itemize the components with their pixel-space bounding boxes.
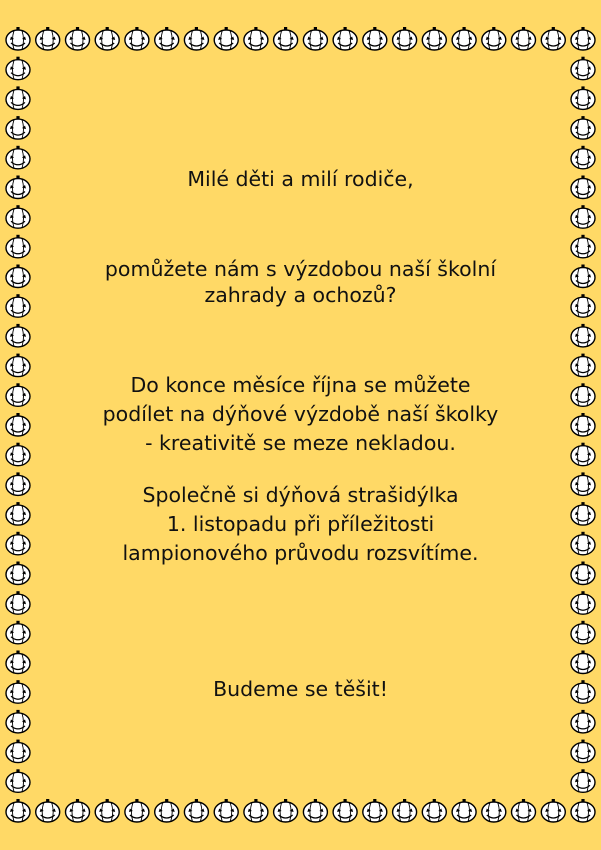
jack-o-lantern-icon [6,294,30,317]
invitation-line-3: - kreativitě se meze nekladou. [145,431,456,455]
jack-o-lantern-icon [571,532,595,555]
jack-o-lantern-icon [571,502,595,525]
jack-o-lantern-icon [571,651,595,674]
jack-o-lantern-icon [571,57,595,80]
jack-o-lantern-icon [6,710,30,733]
jack-o-lantern-icon [36,27,60,50]
jack-o-lantern-icon [571,413,595,436]
event-line-2: 1. listopadu při příležitosti [166,512,435,536]
jack-o-lantern-icon [6,799,30,822]
jack-o-lantern-icon [6,354,30,377]
jack-o-lantern-icon [6,265,30,288]
jack-o-lantern-icon [6,86,30,109]
greeting-text: Milé děti a milí rodiče, [187,167,414,191]
jack-o-lantern-icon [541,27,565,50]
jack-o-lantern-icon [571,265,595,288]
jack-o-lantern-icon [571,235,595,258]
jack-o-lantern-icon [6,146,30,169]
jack-o-lantern-icon [6,383,30,406]
jack-o-lantern-icon [571,383,595,406]
jack-o-lantern-icon [541,799,565,822]
jack-o-lantern-icon [6,502,30,525]
jack-o-lantern-icon [571,205,595,228]
invitation-line-2: podílet na dýňové výzdobě naší školky [102,402,499,426]
jack-o-lantern-icon [571,86,595,109]
jack-o-lantern-icon [6,769,30,792]
jack-o-lantern-icon [6,740,30,763]
flyer-content [60,0,541,850]
jack-o-lantern-icon [571,324,595,347]
jack-o-lantern-icon [6,176,30,199]
jack-o-lantern-icon [571,294,595,317]
invitation-line-1: Do konce měsíce října se můžete [130,373,471,397]
jack-o-lantern-icon [571,562,595,585]
jack-o-lantern-icon [571,116,595,139]
jack-o-lantern-icon [571,443,595,466]
question-line-1: pomůžete nám s výzdobou naší školní [104,257,497,281]
jack-o-lantern-icon [6,532,30,555]
jack-o-lantern-icon [571,146,595,169]
jack-o-lantern-icon [571,27,595,50]
jack-o-lantern-icon [6,235,30,258]
jack-o-lantern-icon [571,354,595,377]
jack-o-lantern-icon [571,591,595,614]
jack-o-lantern-icon [6,205,30,228]
jack-o-lantern-icon [36,799,60,822]
jack-o-lantern-icon [6,621,30,644]
jack-o-lantern-icon [571,621,595,644]
jack-o-lantern-icon [6,591,30,614]
jack-o-lantern-icon [571,740,595,763]
jack-o-lantern-icon [6,116,30,139]
question-line-2: zahrady a ochozů? [204,283,397,307]
jack-o-lantern-icon [571,710,595,733]
jack-o-lantern-icon [571,799,595,822]
jack-o-lantern-icon [6,27,30,50]
jack-o-lantern-icon [571,769,595,792]
jack-o-lantern-icon [6,413,30,436]
jack-o-lantern-icon [571,472,595,495]
event-line-3: lampionového průvodu rozsvítíme. [122,541,479,565]
jack-o-lantern-icon [6,680,30,703]
jack-o-lantern-icon [571,176,595,199]
closing-text: Budeme se těšit! [213,677,388,701]
jack-o-lantern-icon [571,680,595,703]
jack-o-lantern-icon [6,472,30,495]
jack-o-lantern-icon [6,324,30,347]
event-line-1: Společně si dýňová strašidýlka [142,483,459,507]
jack-o-lantern-icon [6,57,30,80]
jack-o-lantern-icon [6,651,30,674]
jack-o-lantern-icon [6,562,30,585]
jack-o-lantern-icon [6,443,30,466]
